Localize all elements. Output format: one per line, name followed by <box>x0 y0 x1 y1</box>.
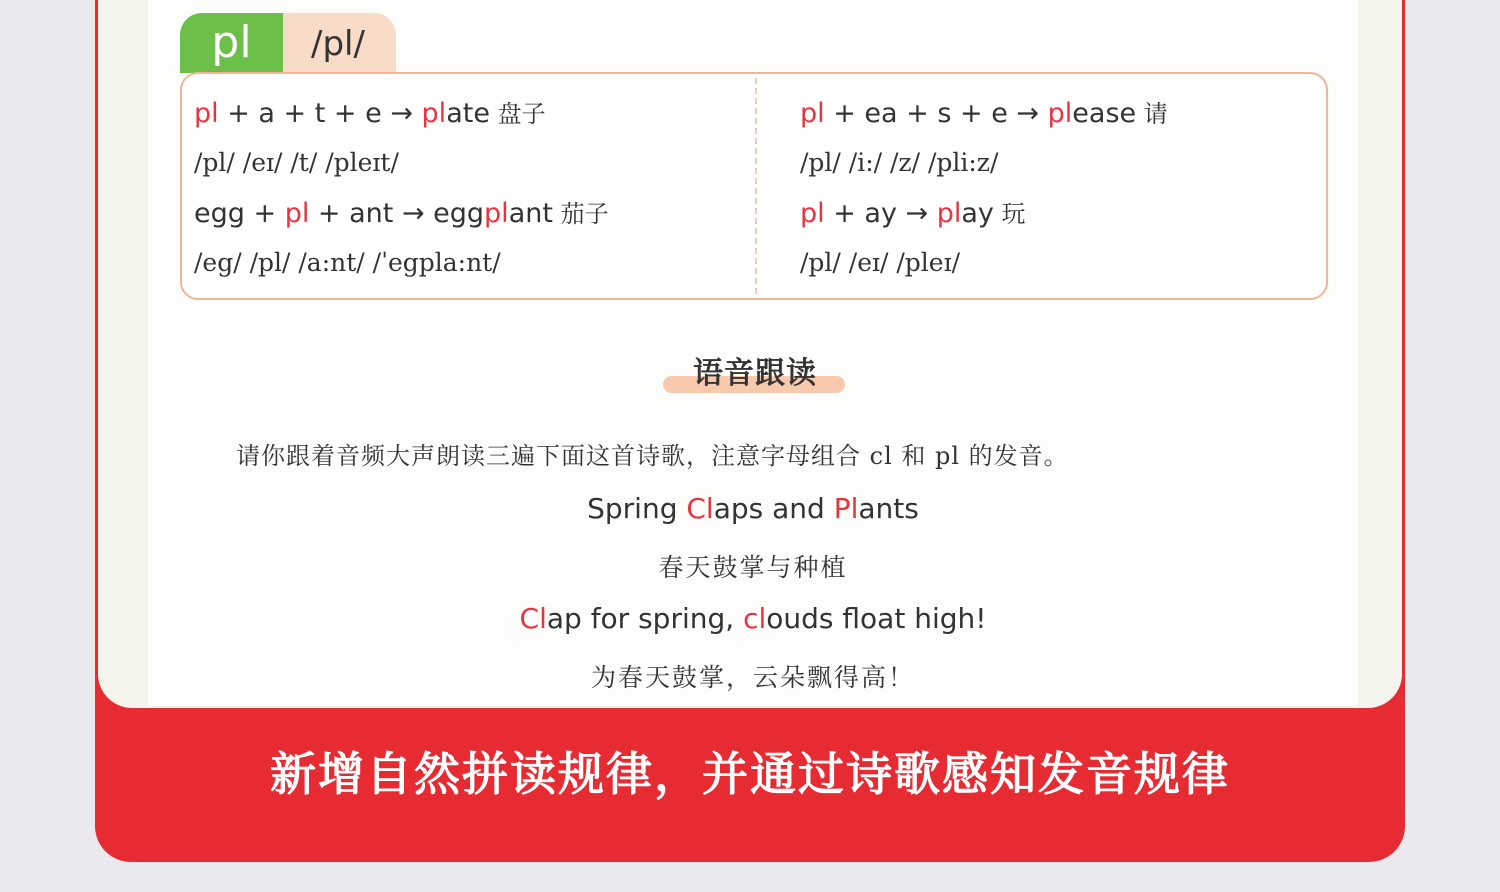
phonics-tab <box>180 13 396 73</box>
blend-part: + ea + s + e → <box>824 98 1048 129</box>
blend-plate <box>194 92 609 142</box>
blend-part: + ant → egg <box>309 198 485 229</box>
poem-part: Spring <box>587 492 687 525</box>
blend-part: ay <box>961 198 994 229</box>
poem-part: Cl <box>519 602 547 635</box>
word-meaning: 盘子 <box>489 100 546 128</box>
poem-line-1 <box>148 602 1358 635</box>
tab-letters: pl <box>180 13 283 73</box>
poem-part: ouds float high! <box>766 602 987 635</box>
blend-part: pl <box>800 98 825 129</box>
poem-part: ap for spring, <box>546 602 744 635</box>
ipa-play: /pl/ /eɪ/ /pleɪ/ <box>800 248 961 277</box>
poem-line-1-zh: 为春天鼓掌，云朵飘得高！ <box>590 663 915 692</box>
poem-part: aps and <box>713 492 834 525</box>
poem-part: Pl <box>833 492 859 525</box>
blend-part: pl <box>284 198 310 229</box>
instruction-text: 请你跟着音频大声朗读三遍下面这首诗歌，注意字母组合 cl 和 pl 的发音。 <box>236 442 1069 470</box>
left-column <box>194 92 609 292</box>
ipa-eggplant: /eg/ /pl/ /a:nt/ /ˈegpla:nt/ <box>194 248 501 277</box>
feature-banner: 新增自然拼读规律，并通过诗歌感知发音规律 <box>270 747 1230 801</box>
blend-part: pl <box>800 198 825 229</box>
tab-phoneme: /pl/ <box>283 13 396 73</box>
blend-part: ant <box>508 198 553 229</box>
right-column <box>800 92 1168 292</box>
blend-part: ease <box>1072 98 1137 129</box>
ipa-please: /pl/ /i:/ /z/ /pli:z/ <box>800 148 999 177</box>
poem-part: Cl <box>686 492 714 525</box>
word-blending-box <box>180 72 1328 300</box>
blend-part: pl <box>194 98 219 129</box>
blend-eggplant <box>194 192 609 242</box>
ipa-plate: /pl/ /eɪ/ /t/ /pleɪt/ <box>194 148 399 177</box>
blend-part: pl <box>484 198 509 229</box>
poem-title-zh: 春天鼓掌与种植 <box>658 553 848 582</box>
poem-title <box>148 492 1358 525</box>
blend-part: ate <box>446 98 490 129</box>
section-title: 语音跟读 <box>693 356 817 391</box>
blend-part: pl <box>1047 98 1073 129</box>
word-meaning: 请 <box>1136 100 1168 128</box>
poem-part: ants <box>858 492 919 525</box>
word-meaning: 茄子 <box>552 200 609 228</box>
blend-part: pl <box>936 198 962 229</box>
blend-part: + a + t + e → <box>218 98 422 129</box>
blend-please <box>800 92 1168 142</box>
blend-part: pl <box>421 98 447 129</box>
poem-part: cl <box>743 602 767 635</box>
blend-part: egg + <box>194 198 285 229</box>
blend-part: + ay → <box>824 198 937 229</box>
word-meaning: 玩 <box>993 200 1026 228</box>
column-divider <box>755 78 757 294</box>
blend-play <box>800 192 1168 242</box>
